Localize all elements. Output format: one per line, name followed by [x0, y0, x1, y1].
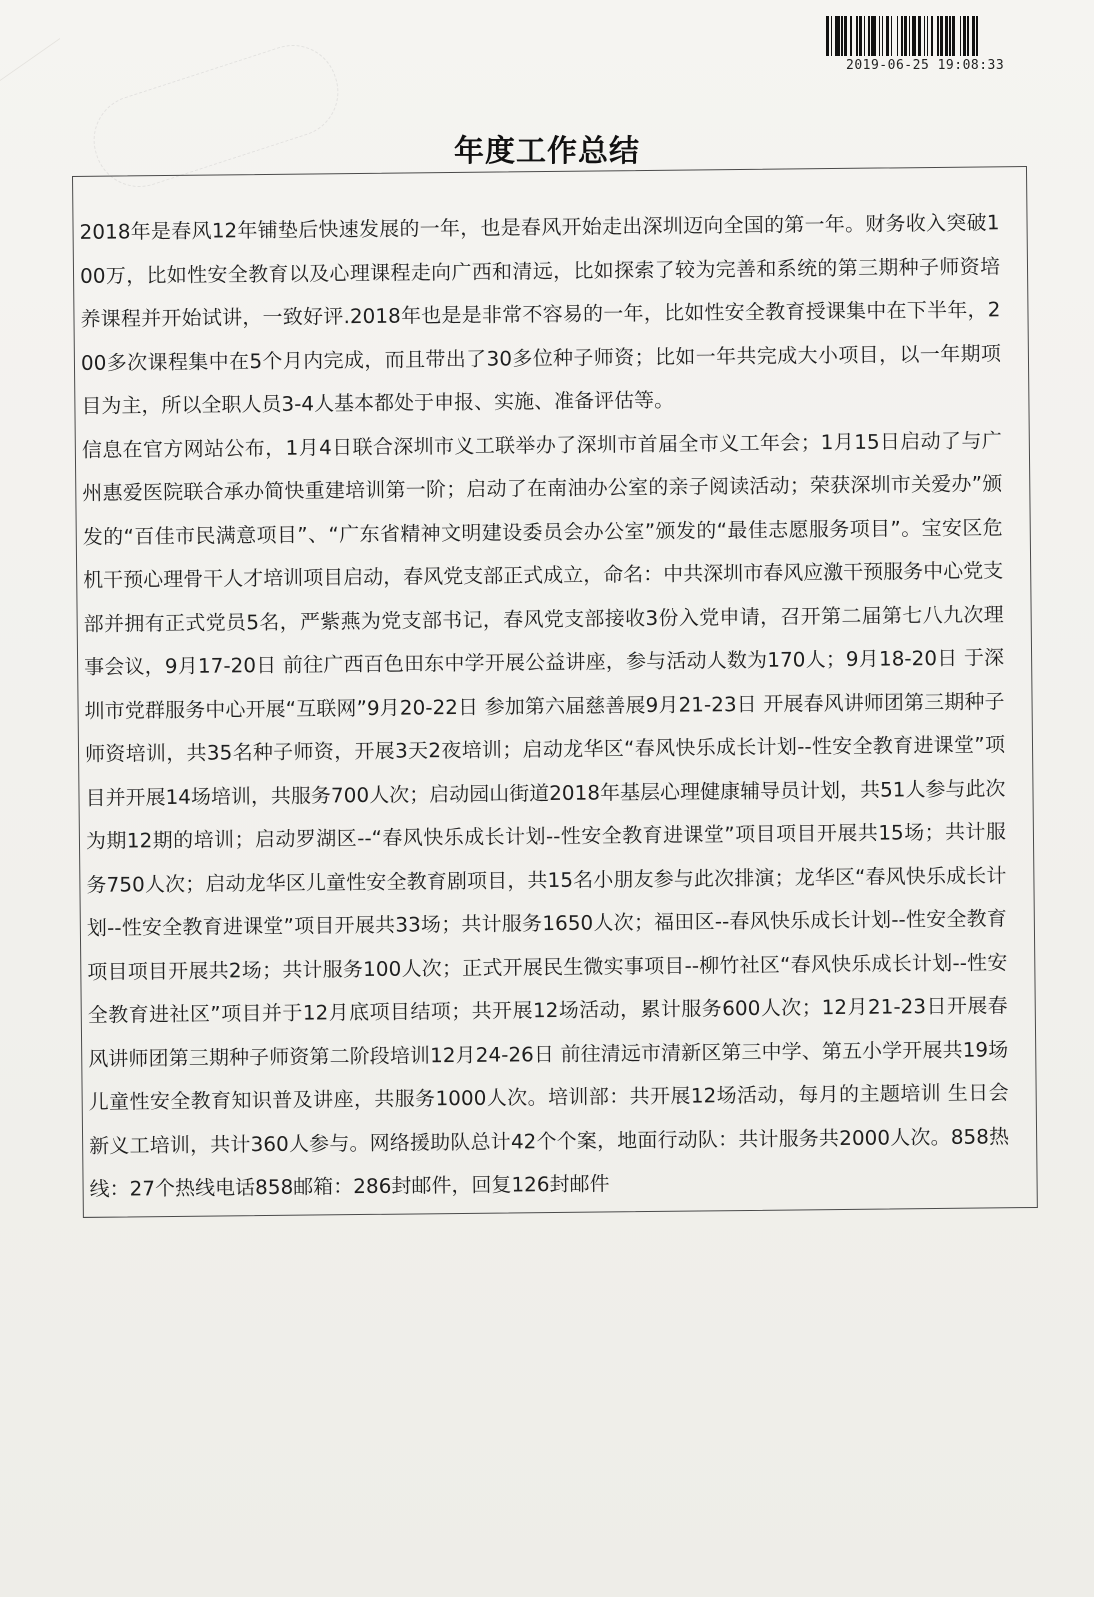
barcode — [826, 16, 1028, 56]
paragraph-activities: 信息在官方网站公布，1月4日联合深圳市义工联举办了深圳市首届全市义工年会；1月15日启动了与广州惠爱医院联合承办简快重建培训第一阶；启动了在南油办公室的亲子阅读活动；荣获深圳市关爱办”颁发的“百佳市民满意项目”、“广东省精神文明建设委员会办公室”颁发的“最佳志愿服务项目”。宝安区危机干预心理骨干人才培训项目启动，春风党支部正式成立，命名：中共深圳市春风应激干预服务中心党支部并拥有正式党员5名，严紫燕为党支部书记，春风党支部接收3份入党申请，召开第二届第七八九次理事会议，9月17-20日 前往广西百色田东中学开展公益讲座，参与活动人数为170人；9月18-20日 于深圳市党群服务中心开展“互联网”9月20-22日 参加第六届慈善展9月21-23日 开展春风讲师团第三期种子师资培训，共35名种子师资，开展3天2夜培训；启动龙华区“春风快乐成长计划--性安全教育进课堂”项目并开展14场培训，共服务700人次；启动园山街道2018年基层心理健康辅导员计划，共51人参与此次为期12期的培训；启动罗湖区--“春风快乐成长计划--性安全教育进课堂”项目项目开展共15场；共计服务750人次；启动龙华区儿童性安全教育剧项目，共15名小朋友参与此次排演；龙华区“春风快乐成长计划--性安全教育进课堂”项目开展共33场；共计服务1650人次；福田区--春风快乐成长计划--性安全教育项目项目开展共2场；共计服务100人次；正式开展民生微实事项目--柳竹社区“春风快乐成长计划--性安全教育进社区”项目并于12月底项目结项；共开展12场活动，累计服务600人次；12月21-23日开展春风讲师团第三期种子师资第二阶段培训12月24-26日 前往清远市清新区第三中学、第五小学开展共19场 儿童性安全教育知识普及讲座，共服务1000人次。培训部：共开展12场活动，每月的主题培训 生日会 新义工培训，共计360人参与。网络援助队总计42个个案，地面行动队：共计服务共2000人次。858热线：27个热线电话858邮箱：286封邮件，回复126封邮件 — [81, 427, 1010, 1201]
content-frame — [72, 166, 1038, 1218]
document-body — [79, 201, 1009, 1211]
page-fold-shadow — [0, 0, 60, 81]
scan-timestamp: 2019-06-25 19:08:33 — [846, 58, 1005, 73]
paragraph-summary: 2018年是春风12年铺垫后快速发展的一年，也是春风开始走出深圳迈向全国的第一年。财务收入突破100万，比如性安全教育以及心理课程走向广西和清远，比如探索了较为完善和系统的第三期种子师资培养课程并开始试讲，一致好评.2018年也是是非常不容易的一年，比如性安全教育授课集中在下半年，200多次课程集中在5个月内完成，而且带出了30多位种子师资；比如一年共完成大小项目，以一年期项目为主，所以全职人员3-4人基本都处于申报、实施、准备评估等。 — [79, 210, 1002, 418]
document-title: 年度工作总结 — [454, 134, 640, 169]
